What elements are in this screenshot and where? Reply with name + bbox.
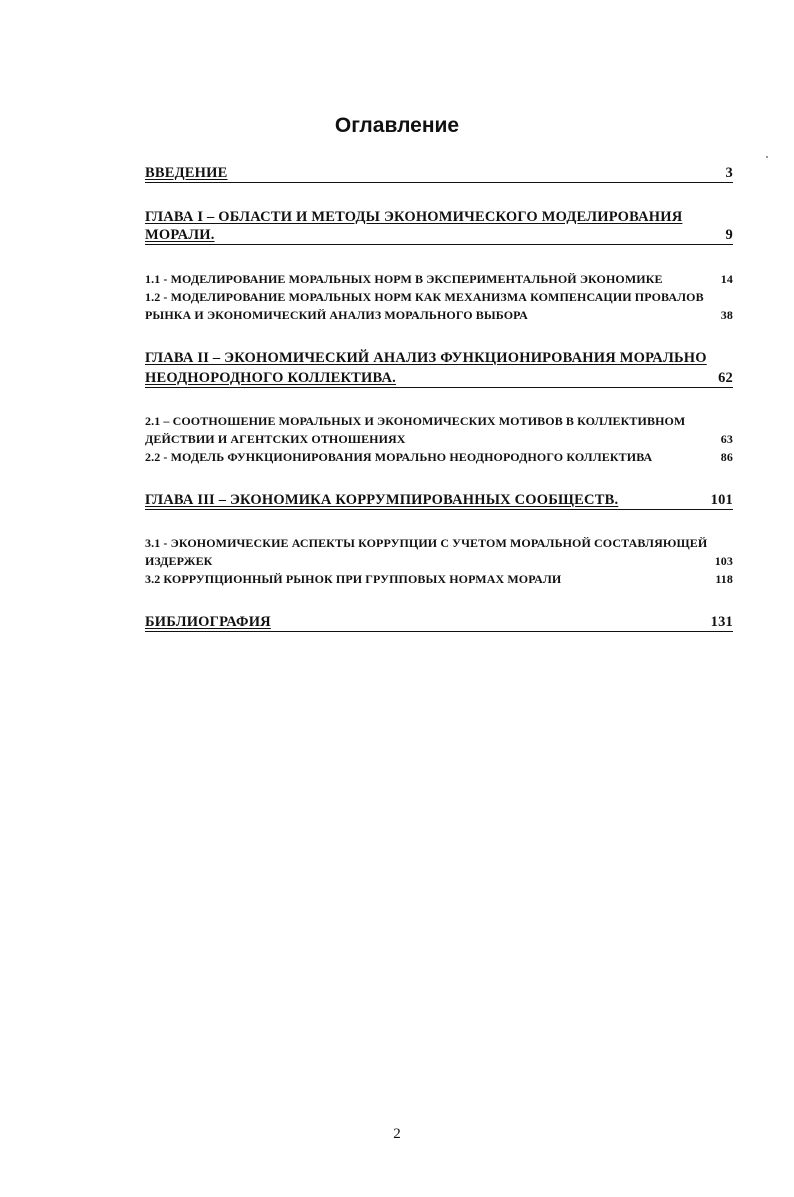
toc-page-number: 118 xyxy=(715,572,733,586)
toc-entry-section-2-1-cont[interactable] xyxy=(145,432,733,447)
toc-rule xyxy=(145,244,733,245)
scan-speck xyxy=(766,156,768,158)
toc-entry-section-1-2-cont[interactable] xyxy=(145,308,733,323)
toc-page-number: 3 xyxy=(725,165,733,181)
toc-page-number: 101 xyxy=(710,492,733,508)
toc-entry-section-3-1-cont[interactable] xyxy=(145,554,733,569)
toc-entry-label: 2.1 – СООТНОШЕНИЕ МОРАЛЬНЫХ И ЭКОНОМИЧЕСКИХ МОТИВОВ В КОЛЛЕКТИВНОМ xyxy=(145,414,686,428)
toc-entry-label: ВВЕДЕНИЕ xyxy=(145,165,228,181)
toc-page-number: 103 xyxy=(714,554,733,568)
toc-page-number: 86 xyxy=(720,450,733,464)
toc-entry-section-3-2[interactable] xyxy=(145,572,733,587)
toc-entry-section-2-1[interactable] xyxy=(145,414,733,429)
toc-rule xyxy=(145,182,733,183)
toc-entry-chapter-2-cont[interactable] xyxy=(145,370,733,387)
toc-entry-label: ИЗДЕРЖЕК xyxy=(145,554,213,568)
toc-entry-label: БИБЛИОГРАФИЯ xyxy=(145,614,271,630)
toc-rule xyxy=(145,387,733,388)
toc-entry-label: ГЛАВА II – ЭКОНОМИЧЕСКИЙ АНАЛИЗ ФУНКЦИОНИРОВАНИЯ МОРАЛЬНО xyxy=(145,350,707,366)
toc-entry-chapter-2[interactable] xyxy=(145,350,733,367)
toc-entry-label: 1.2 - МОДЕЛИРОВАНИЕ МОРАЛЬНЫХ НОРМ КАК МЕХАНИЗМА КОМПЕНСАЦИИ ПРОВАЛОВ xyxy=(145,290,704,304)
toc-entry-chapter-3[interactable] xyxy=(145,492,733,509)
toc-entry-chapter-1-cont[interactable] xyxy=(145,227,733,244)
toc-entry-label: 3.2 КОРРУПЦИОННЫЙ РЫНОК ПРИ ГРУППОВЫХ НОРМАХ МОРАЛИ xyxy=(145,572,562,586)
toc-entry-label: 3.1 - ЭКОНОМИЧЕСКИЕ АСПЕКТЫ КОРРУПЦИИ С УЧЕТОМ МОРАЛЬНОЙ СОСТАВЛЯЮЩЕЙ xyxy=(145,536,708,550)
toc-entry-label: ДЕЙСТВИИ И АГЕНТСКИХ ОТНОШЕНИЯХ xyxy=(145,432,406,446)
toc-entry-label: 1.1 - МОДЕЛИРОВАНИЕ МОРАЛЬНЫХ НОРМ В ЭКСПЕРИМЕНТАЛЬНОЙ ЭКОНОМИКЕ xyxy=(145,272,663,286)
toc-entry-bibliography[interactable] xyxy=(145,614,733,631)
toc-entry-label: НЕОДНОРОДНОГО КОЛЛЕКТИВА. xyxy=(145,370,396,386)
toc-entry-section-1-2[interactable] xyxy=(145,290,733,305)
toc-entry-chapter-1[interactable] xyxy=(145,209,733,226)
toc-page-number: 38 xyxy=(720,308,733,322)
toc-entry-introduction[interactable] xyxy=(145,165,733,182)
toc-entry-label: ГЛАВА III – ЭКОНОМИКА КОРРУМПИРОВАННЫХ СООБЩЕСТВ. xyxy=(145,492,619,508)
toc-page-number: 131 xyxy=(710,614,733,630)
page-number: 2 xyxy=(393,1126,401,1142)
toc-entry-label: МОРАЛИ. xyxy=(145,227,215,243)
toc-entry-label: 2.2 - МОДЕЛЬ ФУНКЦИОНИРОВАНИЯ МОРАЛЬНО НЕОДНОРОДНОГО КОЛЛЕКТИВА xyxy=(145,450,653,464)
page-title: Оглавление xyxy=(334,114,460,137)
toc-entry-section-3-1[interactable] xyxy=(145,536,733,551)
toc-entry-label: РЫНКА И ЭКОНОМИЧЕСКИЙ АНАЛИЗ МОРАЛЬНОГО ВЫБОРА xyxy=(145,308,528,322)
toc-page-number: 9 xyxy=(725,227,733,243)
toc-entry-section-2-2[interactable] xyxy=(145,450,733,465)
toc-page-number: 63 xyxy=(720,432,733,446)
toc-entry-section-1-1[interactable] xyxy=(145,272,733,287)
toc-page-number: 14 xyxy=(720,272,733,286)
toc-rule xyxy=(145,631,733,632)
toc-entry-label: ГЛАВА I – ОБЛАСТИ И МЕТОДЫ ЭКОНОМИЧЕСКОГО МОДЕЛИРОВАНИЯ xyxy=(145,209,683,225)
toc-page-number: 62 xyxy=(718,370,733,386)
toc-rule xyxy=(145,509,733,510)
